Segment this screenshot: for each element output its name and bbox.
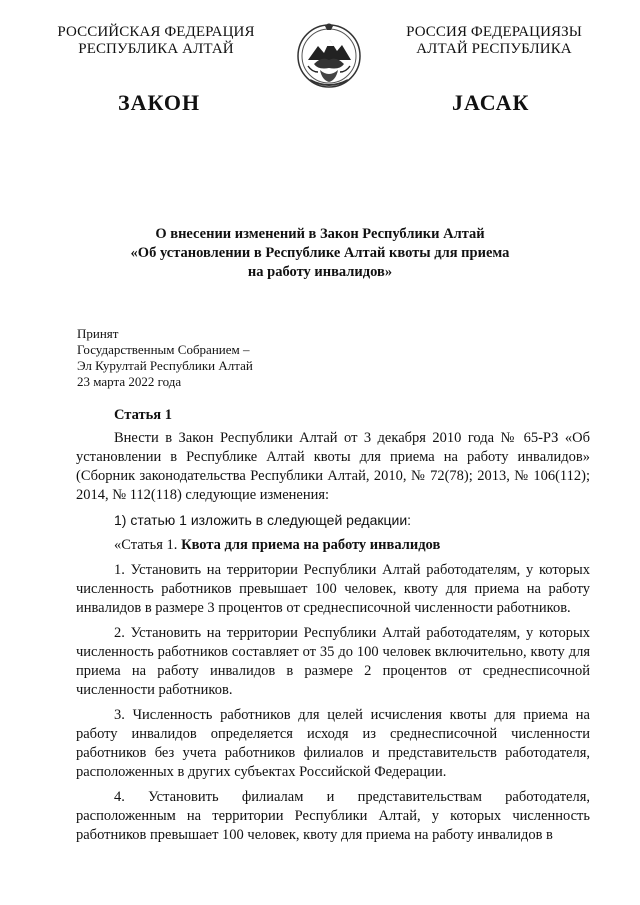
header-left-line2: РЕСПУБЛИКА АЛТАЙ <box>78 41 234 57</box>
quoted-article-title: Квота для приема на работу инвалидов <box>181 537 441 553</box>
header-right-line2: АЛТАЙ РЕСПУБЛИКА <box>416 41 572 57</box>
article-intro: Внести в Закон Республики Алтай от 3 декабря 2010 года № 65-РЗ «Об установлении в Республике Алтай квоты для приема на работу инвалидов» (Сборник законодательства Республики Алтай, 2010, № 72(78); 2013, № 106(112); 2014, № 112(118) следующие изменения: <box>76 430 590 503</box>
law-heading-altai: JАСАК <box>452 90 530 115</box>
quoted-article-prefix: «Статья 1. <box>114 537 182 553</box>
document-body <box>76 406 590 851</box>
adopted-line1: Принят <box>77 326 119 341</box>
paragraph-4: 4. Установить филиалам и представительствам работодателя, расположенным на территории Республики Алтай, у которых численность работников превышает 100 человек, квоту для приема на работу инвалидов в <box>76 789 590 843</box>
header-left-block <box>46 24 266 58</box>
paragraph-3: 3. Численность работников для целей исчисления квоты для приема на работу инвалидов определяется исходя из среднесписочной численности работников без учета работников филиалов и представительств работодателя, расположенных в других субъектах Российской Федерации. <box>76 707 590 780</box>
paragraph-2: 2. Установить на территории Республики Алтай работодателям, у которых численность работников составляет от 35 до 100 человек включительно, квоту для приема на работу инвалидов в размере 2 процентов от среднесписочной численности работников. <box>76 625 590 698</box>
header-right-block <box>384 24 604 58</box>
amendment-item-1: 1) статью 1 изложить в следующей редакции: <box>114 512 412 528</box>
republic-of-altai-emblem-icon <box>296 20 362 92</box>
adopted-line2: Государственным Собранием – <box>77 342 250 357</box>
adoption-block <box>77 326 253 390</box>
header-right-line1: РОССИЯ ФЕДЕРАЦИЯЗЫ <box>406 24 582 40</box>
adopted-date: 23 марта 2022 года <box>77 374 182 389</box>
title-line2: «Об установлении в Республике Алтай квоты для приема <box>130 245 510 261</box>
title-line1: О внесении изменений в Закон Республики Алтай <box>155 226 485 242</box>
quoted-article-heading <box>76 536 590 555</box>
header-left-line1: РОССИЙСКАЯ ФЕДЕРАЦИЯ <box>57 24 255 40</box>
adopted-line3: Эл Курултай Республики Алтай <box>77 358 253 373</box>
document-title <box>60 225 580 282</box>
paragraph-1: 1. Установить на территории Республики Алтай работодателям, у которых численность работников превышает 100 человек, квоту для приема на работу инвалидов в размере 3 процентов от среднесписочной численности работников. <box>76 562 590 616</box>
law-heading-russian: ЗАКОН <box>118 90 201 115</box>
article-heading: Статья 1 <box>114 407 172 423</box>
title-line3: на работу инвалидов» <box>247 264 393 280</box>
